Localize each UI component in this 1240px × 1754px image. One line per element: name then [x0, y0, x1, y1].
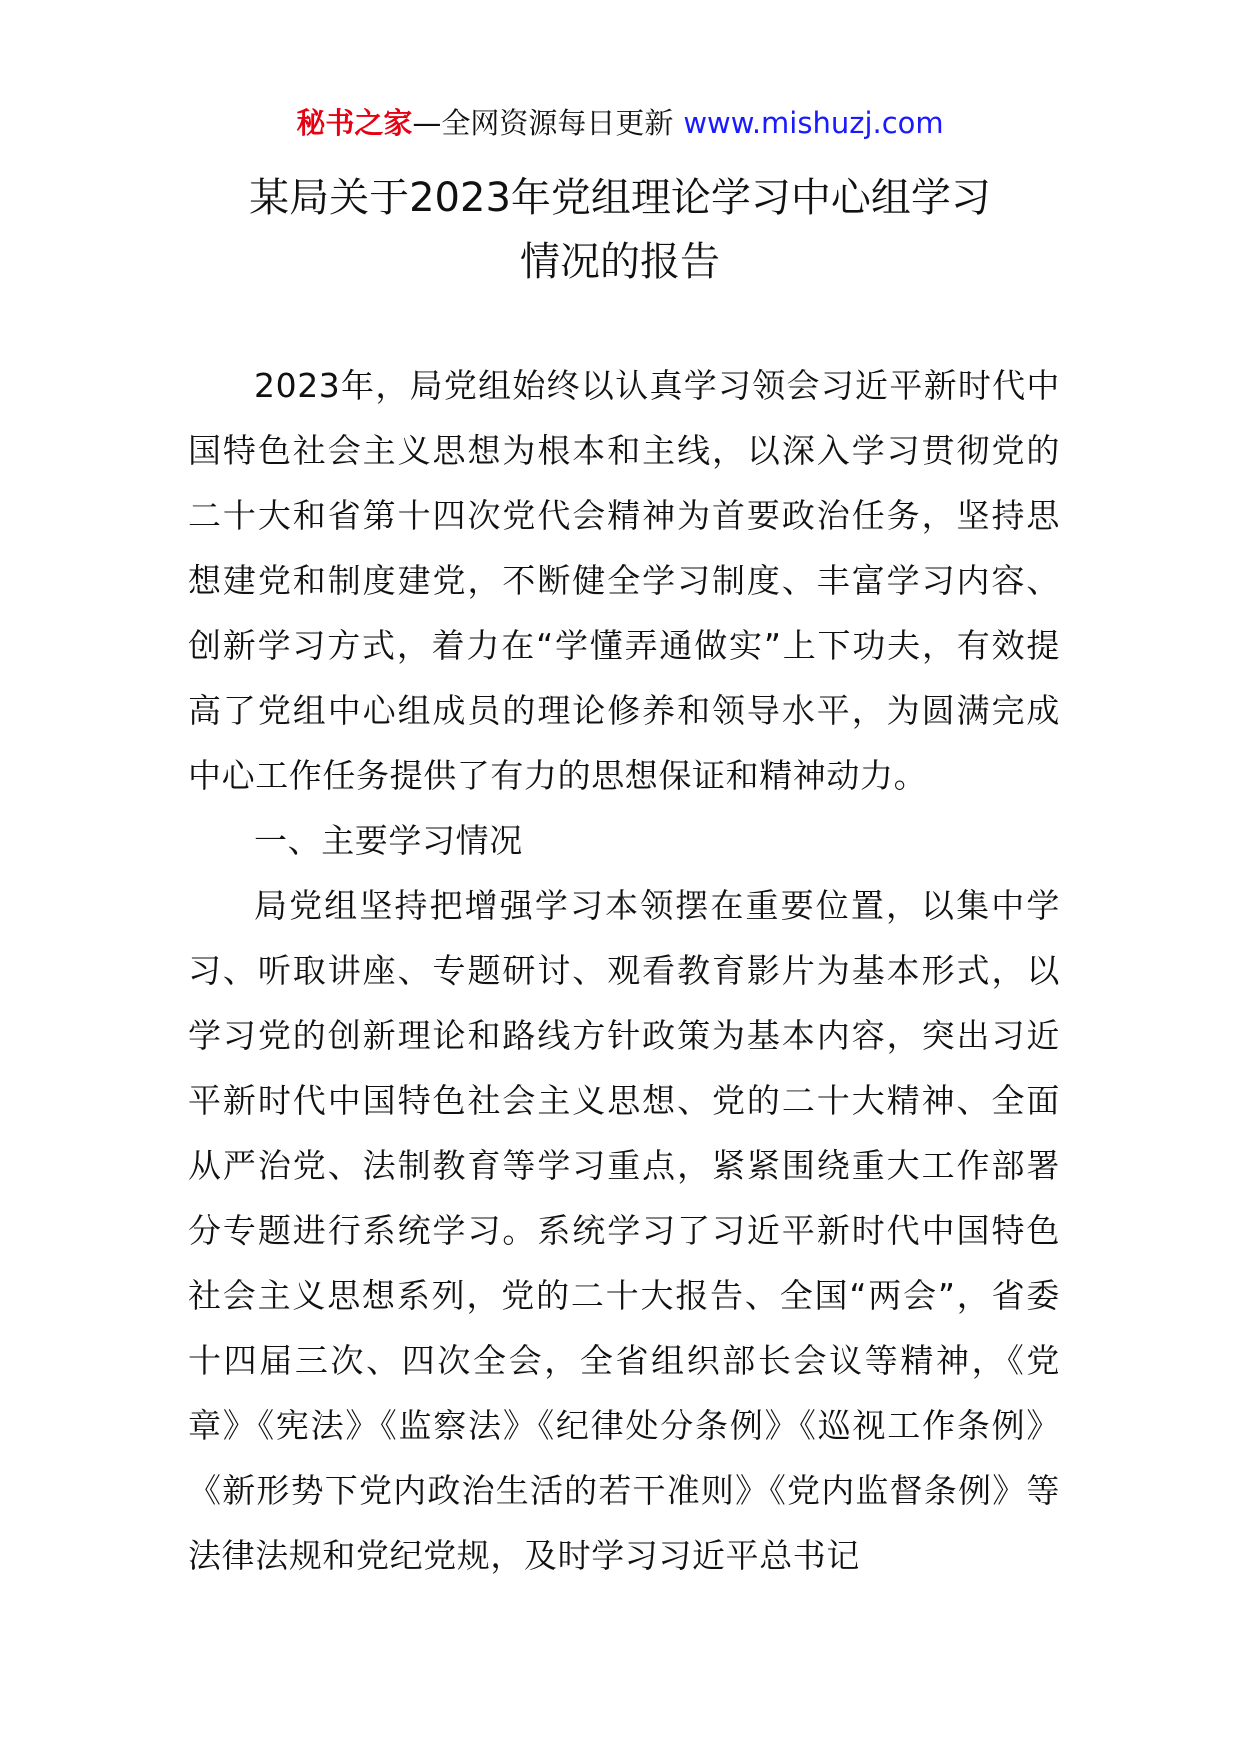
site-link[interactable]: www.mishuzj.com	[683, 106, 944, 140]
document-body	[188, 353, 1060, 1588]
header-slogan: —全网资源每日更新	[412, 106, 674, 140]
title-line-1: 某局关于2023年党组理论学习中心组学习	[249, 175, 991, 221]
intro-paragraph: 2023年，局党组始终以认真学习领会习近平新时代中国特色社会主义思想为根本和主线，以深入学习贯彻党的二十大和省第十四次党代会精神为首要政治任务，坚持思想建党和制度建党，不断健全学习制度、丰富学习内容、创新学习方式，着力在“学懂弄通做实”上下功夫，有效提高了党组中心组成员的理论修养和领导水平，为圆满完成中心工作任务提供了有力的思想保证和精神动力。	[188, 366, 1060, 795]
section-heading: 一、主要学习情况	[254, 821, 523, 860]
body-paragraph: 局党组坚持把增强学习本领摆在重要位置，以集中学习、听取讲座、专题研讨、观看教育影片为基本形式，以学习党的创新理论和路线方针政策为基本内容，突出习近平新时代中国特色社会主义思想、党的二十大精神、全面从严治党、法制教育等学习重点，紧紧围绕重大工作部署分专题进行系统学习。系统学习了习近平新时代中国特色社会主义思想系列，党的二十大报告、全国“两会”，省委十四届三次、四次全会，全省组织部长会议等精神，《党章》《宪法》《监察法》《纪律处分条例》《巡视工作条例》《新形势下党内政治生活的若干准则》《党内监督条例》等法律法规和党纪党规，及时学习习近平总书记	[188, 886, 1060, 1575]
brand-name: 秘书之家	[296, 106, 413, 140]
site-header	[0, 98, 1240, 148]
document-title	[0, 166, 1240, 294]
title-line-2: 情况的报告	[520, 239, 720, 285]
